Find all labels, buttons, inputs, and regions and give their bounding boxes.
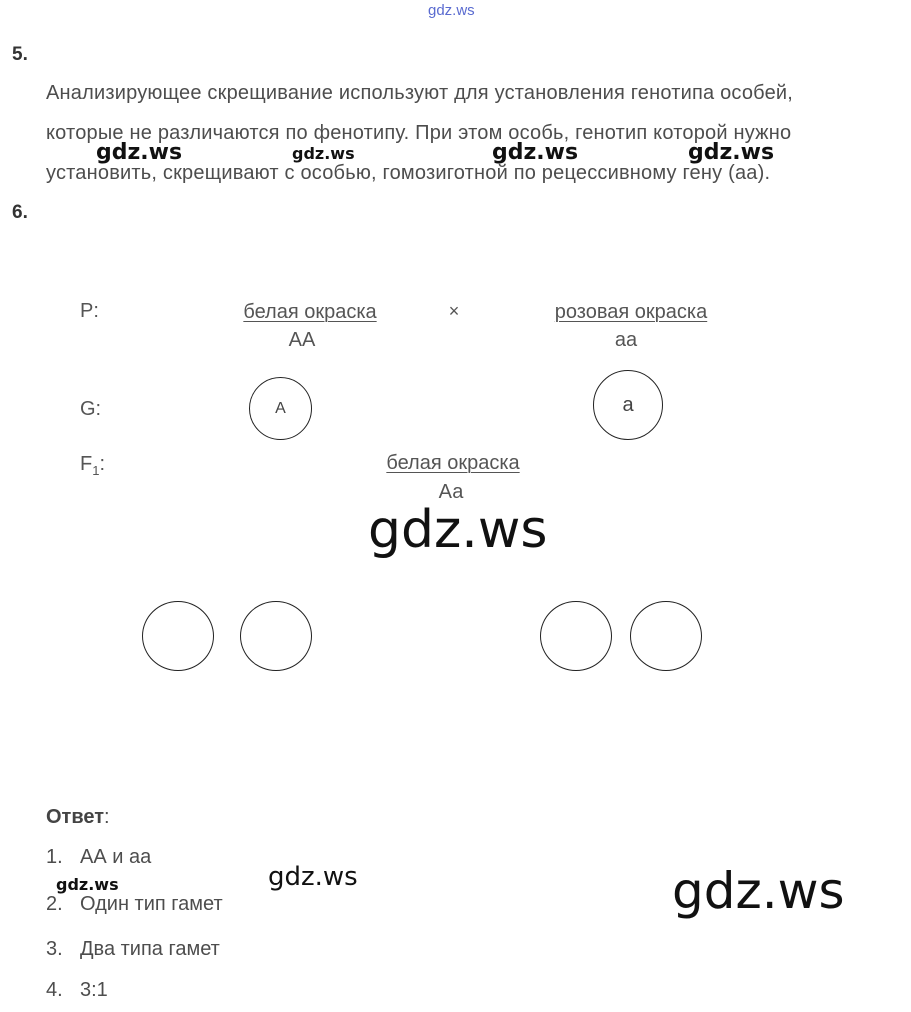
watermark: gdz.ws (56, 875, 119, 894)
answer-item-text: 3:1 (80, 979, 108, 1001)
task-6-number: 6. (12, 202, 28, 223)
answer-title-colon: : (104, 806, 110, 828)
gamete-parent2: а (622, 393, 634, 416)
answer-heading (46, 806, 110, 829)
answer-item-1 (46, 846, 151, 869)
watermark: gdz.ws (672, 862, 845, 920)
parent2-phenotype: розовая окраска (554, 301, 708, 323)
watermark: gdz.ws (368, 500, 548, 560)
gamete-parent1: А (275, 399, 286, 417)
answer-item-number: 1. (46, 846, 63, 868)
parent2-genotype: аа (614, 329, 638, 351)
parent1-genotype: АА (288, 329, 316, 351)
task-5-line-1: Анализирующее скрещивание используют для установления генотипа особей, (46, 82, 794, 104)
watermark: gdz.ws (96, 140, 183, 165)
answer-item-number: 3. (46, 938, 63, 960)
cross-sign: × (448, 301, 460, 321)
watermark-top: gdz.ws (428, 2, 475, 19)
watermark: gdz.ws (492, 140, 579, 165)
gamete-circle-parent2 (593, 370, 663, 440)
watermark: gdz.ws (688, 140, 775, 165)
task-5-line-3: установить, скрещивают с особью, гомозиготной по рецессивному гену (аа). (46, 162, 771, 184)
answer-item-number: 2. (46, 893, 63, 915)
watermark: gdz.ws (268, 862, 358, 892)
answer-item-4 (46, 979, 108, 1002)
answer-item-2 (46, 893, 223, 916)
empty-circle (540, 601, 612, 671)
offspring-genotype: Аа (438, 481, 464, 503)
gametes-label: G: (80, 398, 102, 420)
empty-circle (240, 601, 312, 671)
task-5-number: 5. (12, 44, 28, 65)
answer-item-text: АА и аа (80, 846, 152, 868)
offspring-label-sub: 1 (92, 463, 100, 478)
offspring-phenotype: белая окраска (386, 452, 520, 474)
parents-label: P: (80, 300, 99, 322)
parent1-phenotype: белая окраска (243, 301, 377, 323)
offspring-label-colon: : (99, 453, 106, 475)
watermark: gdz.ws (292, 144, 355, 163)
answer-item-3 (46, 938, 220, 961)
task-5-line-2: которые не различаются по фенотипу. При этом особь, генотип которой нужно (46, 122, 792, 144)
empty-circle (630, 601, 702, 671)
answer-item-number: 4. (46, 979, 63, 1001)
offspring-label-f: F (80, 453, 93, 475)
answer-item-text: Два типа гамет (80, 938, 220, 960)
empty-circle (142, 601, 214, 671)
offspring-label (80, 453, 105, 478)
answer-item-text: Один тип гамет (80, 893, 223, 915)
gamete-circle-parent1 (249, 377, 312, 440)
answer-title: Ответ (46, 806, 105, 828)
